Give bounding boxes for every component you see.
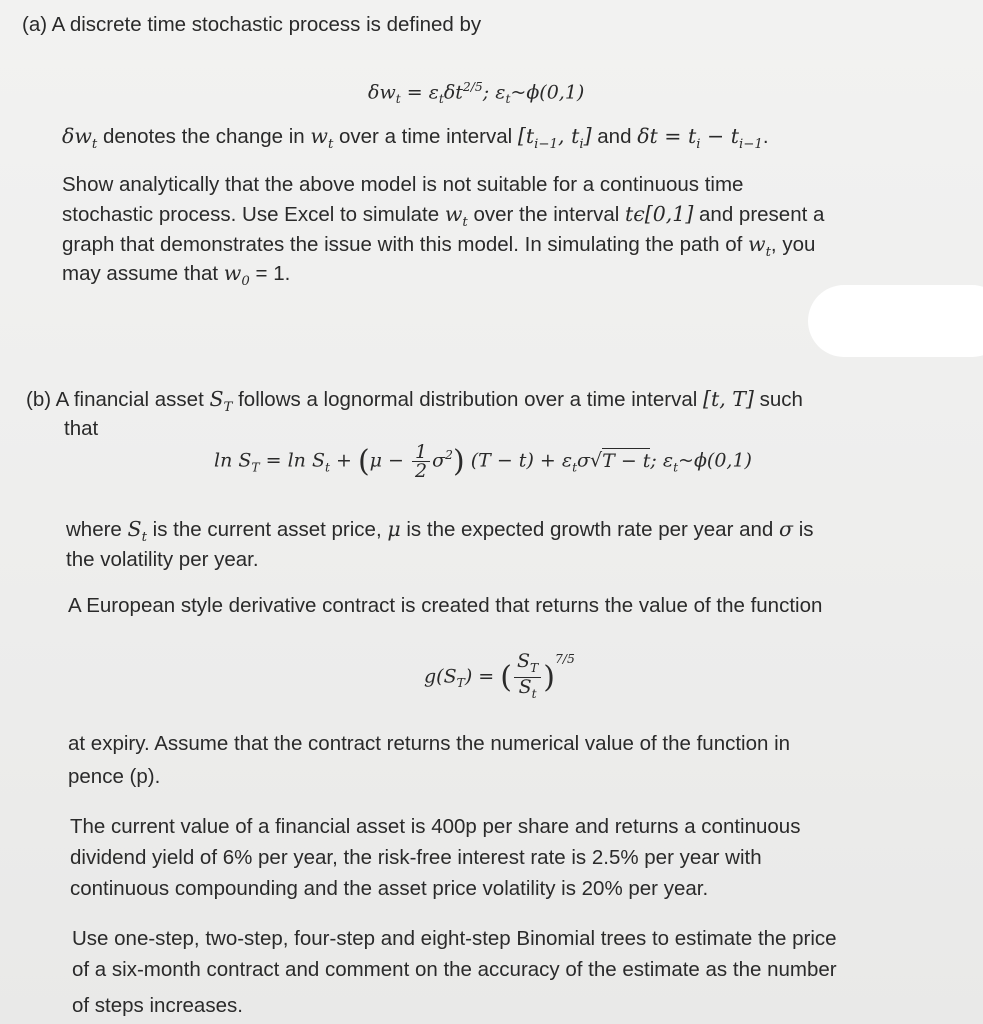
- part-b-heading-line-2: that: [64, 417, 99, 440]
- part-a-task-line-4: may assume that $w_0 = 1$.: [62, 261, 291, 290]
- where-line-2: the volatility per year.: [66, 548, 259, 571]
- part-a-task-line-1: Show analytically that the above model is not suitable for a continuous time: [62, 173, 744, 196]
- params-line-3: continuous compounding and the asset price volatility is 20% per year.: [70, 877, 709, 900]
- part-a-definition: $\delta w_t$ denotes the change in $w_t$ over a time interval [$t_{i-1}$, $t_i$] and $\delta t = t_i - t_{i-1}$.: [62, 124, 769, 153]
- where-line-1: where $S_t$ is the current asset price, μ is the expected growth rate per year and σ is: [66, 517, 814, 546]
- payoff-equation: $g(S_T)$ = ( $\frac{S_T}{S_t}$ )$^{7/5}$: [424, 650, 575, 701]
- params-line-1: The current value of a financial asset is 400p per share and returns a continuous: [70, 815, 801, 838]
- lognormal-equation: $\ln S_T = \ln S_t + (\mu$ − $\frac{1}{2}$ $\sigma^2$) $(T - t) + \varepsilon_t\sigma√T - t$; $\varepsilon_t\sim\phi(0,1)$: [214, 441, 752, 482]
- redaction-blob: [808, 285, 983, 357]
- binomial-task-line-2: of a six-month contract and comment on the accuracy of the estimate as the number: [72, 958, 837, 981]
- part-a-equation: $\delta w_t = \varepsilon_t\delta t^{2/5}$; $\varepsilon_t\sim\phi(0,1)$: [368, 80, 585, 107]
- params-line-2: dividend yield of 6% per year, the risk-free interest rate is 2.5% per year with: [70, 846, 762, 869]
- expiry-line-2: pence (p).: [68, 765, 161, 788]
- contract-line: A European style derivative contract is created that returns the value of the function: [68, 594, 823, 617]
- part-a-heading: (a) A discrete time stochastic process is defined by: [22, 13, 482, 36]
- binomial-task-line-3: of steps increases.: [72, 994, 243, 1017]
- binomial-task-line-1: Use one-step, two-step, four-step and eight-step Binomial trees to estimate the price: [72, 927, 837, 950]
- part-a-task-line-2: stochastic process. Use Excel to simulate $w_t$ over the interval tϵ[0,1] and present a: [62, 202, 825, 231]
- part-b-heading: (b) A financial asset $S_T$ follows a lognormal distribution over a time interval [t, T] such: [26, 387, 803, 416]
- part-a-task-line-3: graph that demonstrates the issue with this model. In simulating the path of $w_t$, you: [62, 232, 816, 261]
- expiry-line-1: at expiry. Assume that the contract returns the numerical value of the function in: [68, 732, 791, 755]
